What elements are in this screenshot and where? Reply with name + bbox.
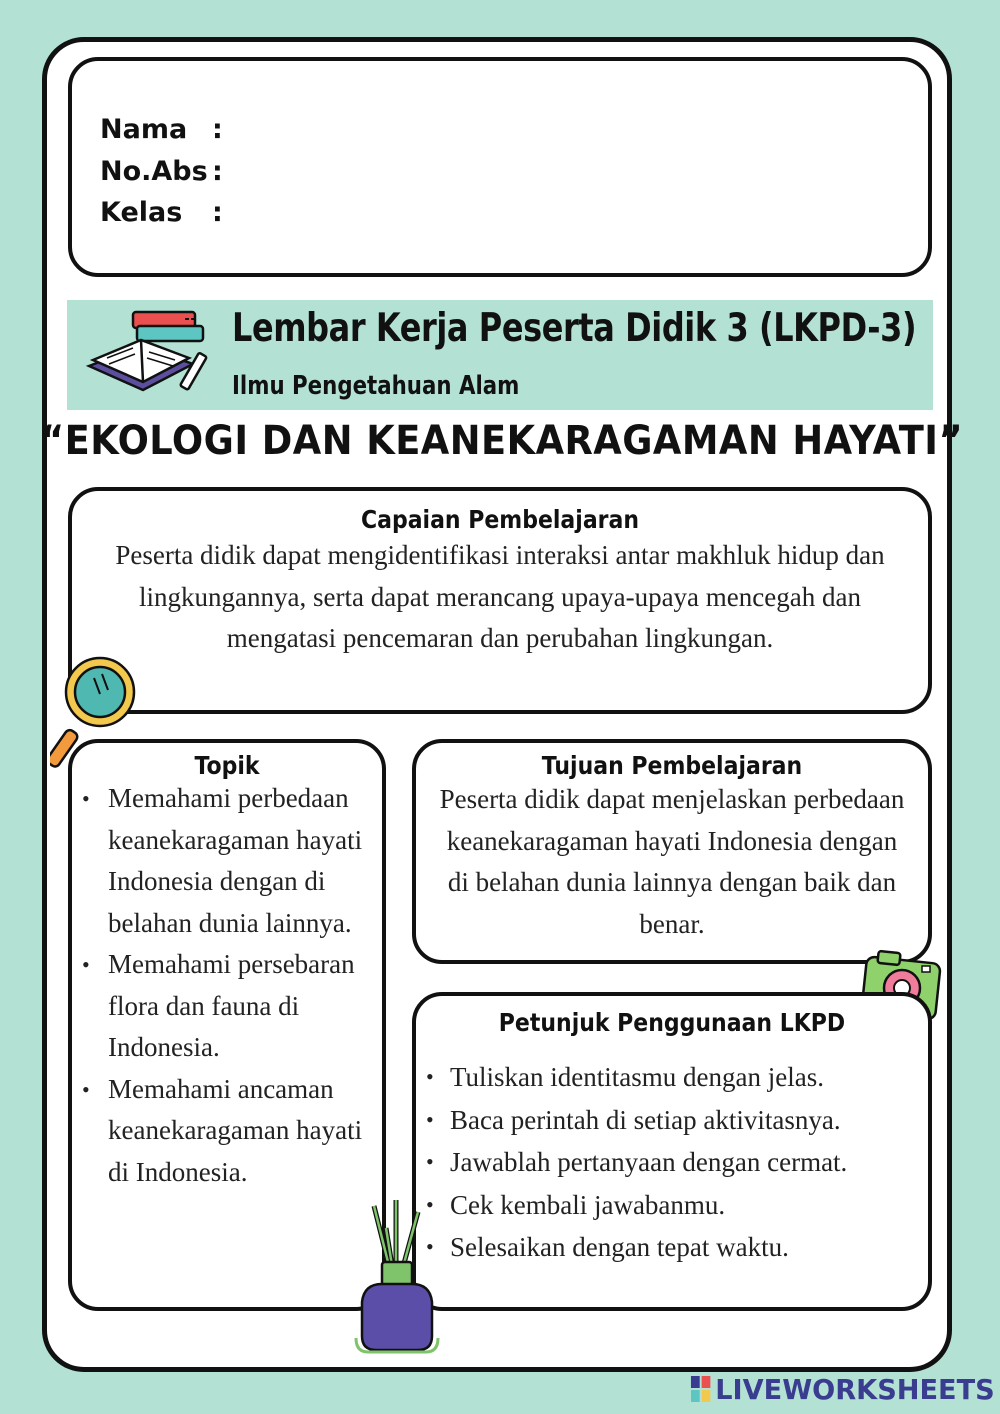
main-title: “EKOLOGI DAN KEANEKARAGAMAN HAYATI” xyxy=(40,418,964,464)
topic-item: • Memahami ancaman keanekaragaman hayati di Indonesia. xyxy=(72,1069,376,1194)
books-icon xyxy=(81,306,216,398)
topic-heading: Topik xyxy=(194,751,260,780)
banner-subtitle: Ilmu Pengetahuan Alam xyxy=(232,371,520,401)
instruction-item: • Baca perintah di setiap aktivitasnya. xyxy=(416,1099,928,1142)
instruction-item: • Jawablah pertanyaan dengan cermat. xyxy=(416,1141,928,1184)
class-label: Kelas xyxy=(100,197,183,228)
liveworksheets-text: LIVEWORKSHEETS xyxy=(715,1373,995,1406)
topic-item: • Memahami perbedaan keanekaragaman hayati Indonesia dengan di belahan dunia lainnya. xyxy=(72,778,376,944)
class-colon: : xyxy=(212,197,223,228)
instruction-item: • Tuliskan identitasmu dengan jelas. xyxy=(416,1056,928,1099)
number-label: No.Abs xyxy=(100,156,208,187)
topic-item: • Memahami persebaran flora dan fauna di Indonesia. xyxy=(72,944,376,1069)
learning-goal-heading: Tujuan Pembelajaran xyxy=(541,751,803,780)
liveworksheets-logo xyxy=(690,1373,995,1406)
instructions-box xyxy=(412,992,932,1311)
learning-outcome-box xyxy=(68,487,932,714)
banner-title: Lembar Kerja Peserta Didik 3 (LKPD-3) xyxy=(232,306,917,351)
topic-box xyxy=(68,739,386,1311)
name-row xyxy=(100,114,223,145)
name-colon: : xyxy=(212,114,223,145)
liveworksheets-logo-icon xyxy=(690,1375,711,1403)
instructions-list xyxy=(416,1056,928,1269)
instructions-heading: Petunjuk Penggunaan LKPD xyxy=(498,1008,846,1037)
name-label: Nama xyxy=(100,114,188,145)
learning-outcome-heading: Capaian Pembelajaran xyxy=(360,505,640,534)
identity-box xyxy=(68,57,932,277)
learning-goal-box xyxy=(412,739,932,964)
class-row xyxy=(100,197,223,228)
learning-goal-text: Peserta didik dapat menjelaskan perbedaan keanekaragaman hayati Indonesia dengan di belahan dunia lainnya dengan baik dan benar. xyxy=(439,784,905,939)
number-row xyxy=(100,156,223,187)
learning-outcome-text: Peserta didik dapat mengidentifikasi interaksi antar makhluk hidup dan lingkungannya, serta dapat merancang upaya-upaya mencegah dan mengatasi pencemaran dan perubahan lingkungan. xyxy=(115,540,885,653)
number-colon: : xyxy=(212,156,223,187)
diffuser-icon xyxy=(352,1198,442,1356)
topic-list xyxy=(72,778,382,1193)
instruction-item: • Cek kembali jawabanmu. xyxy=(416,1184,928,1227)
instruction-item: • Selesaikan dengan tepat waktu. xyxy=(416,1226,928,1269)
title-banner xyxy=(67,300,933,410)
